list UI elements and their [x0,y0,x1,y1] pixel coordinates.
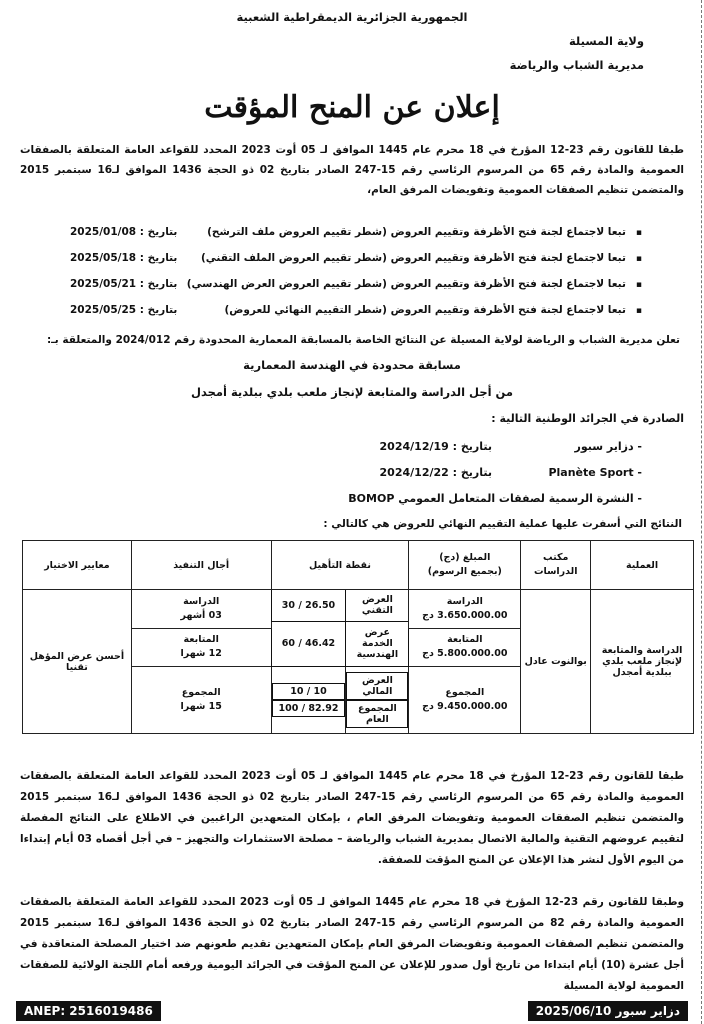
score-label-cell: عرض الخدمة الهندسية [346,621,409,667]
directorate-name: مديرية الشباب والرياضة [509,58,644,72]
meeting-item [70,226,642,248]
score-value-cell: 46.42 / 60 [271,621,346,667]
score-value-cell: 26.50 / 30 [271,590,346,622]
subject-line-1: مسابقة محدودة في الهندسة المعمارية [243,358,461,372]
newspaper-date: بتاريخ : 2024/12/19 [379,440,492,453]
amount-label: المتابعة [447,634,483,646]
amount-cell [409,590,521,629]
results-label: النتائج التي أسفرت عليها عملية التقييم النهائي للعروض هي كالتالي : [323,518,682,530]
deadline-value: 12 شهرا [180,648,222,660]
office-cell: بوالنوت عادل [521,590,591,734]
newspaper-name: - دزاير سبور [574,440,642,453]
amount-value: 5.800.000.00 دج [422,648,508,660]
amount-cell [409,628,521,667]
table-row [23,590,694,622]
score-value-total: 82.92 / 100 [272,700,346,717]
header-office-l2: الدراسات [533,566,578,577]
intro-paragraph: طبقا للقانون رقم 23-12 المؤرخ في 18 محرم عام 1445 الموافق لـ 05 أوت 2023 المحدد للقواعد العامة المتعلقة بالصفقات العمومية والمادة رقم 65 من المرسوم الرئاسي رقم 15-247 الصادر بتاريخ 02 ذو الحجة 1436 الموافق لـ16 سبتمبر 2015 والمتضمن تنظيم الصفقات العمومية وتفويضات المرفق العام، [20,144,685,196]
anep-reference: ANEP: 2516019486 [16,1001,161,1021]
header-office-l1: مكتب [543,552,569,563]
subject-line-2: من أجل الدراسة والمتابعة لإنجاز ملعب بلدي ببلدية أمجدل [190,385,514,399]
score-label-cell: العرض التقني [346,590,409,622]
republic-header: الجمهورية الجزائرية الديمقراطية الشعبية [236,10,468,24]
newspaper-name: - النشرة الرسمية لصفقات المتعامل العمومي BOMOP [348,492,642,505]
score-value-financial: 10 / 10 [272,683,346,700]
amount-label: الدراسة [446,595,483,607]
meeting-item [70,252,642,274]
amount-cell [409,667,521,734]
header-criteria: معايير الاختيار [23,541,132,590]
meeting-text: ▪ تبعا لاجتماع لجنة فتح الأظرفة وتقييم العروض (شطر التقييم النهائي للعروض) [224,304,642,316]
newspaper-item [282,466,642,488]
meeting-date: بتاريخ : 2025/01/08 [70,226,178,238]
published-label: الصادرة في الجرائد الوطنية التالية : [491,412,684,425]
meeting-date: بتاريخ : 2025/05/18 [70,252,178,264]
header-amount [409,541,521,590]
table-header-row [23,541,694,590]
amount-value: 9.450.000.00 دج [422,701,508,713]
header-amount-l1: المبلغ (دج) [439,552,491,563]
newspaper-name: Planète Sport - [548,466,642,479]
meeting-date: بتاريخ : 2025/05/25 [70,304,178,316]
amount-label: المجموع [445,687,485,699]
meeting-text: ▪ تبعا لاجتماع لجنة فتح الأظرفة وتقييم العروض (شطر تقييم العروض الملف التقني) [201,252,642,264]
deadline-label: المتابعة [183,634,219,646]
meeting-text: ▪ تبعا لاجتماع لجنة فتح الأظرفة وتقييم العروض (شطر تقييم العروض ملف الترشح) [207,226,642,238]
deadline-label: الدراسة [183,595,220,607]
score-label-total: المجموع العام [346,700,408,728]
deadline-cell [131,667,271,734]
operation-cell: الدراسة والمتابعة لإنجاز ملعب بلدي ببلدية أمجدل [591,590,694,734]
closing-paragraph-2: وطبقا للقانون رقم 23-12 المؤرخ في 18 محرم عام 1445 الموافق لـ 05 أوت 2023 المحدد للقواعد العامة المتعلقة بالصفقات العمومية والمادة رقم 82 من المرسوم الرئاسي رقم 15-247 الصادر بتاريخ 02 ذو الحجة 1436 الموافق لـ16 سبتمبر 2015 والمتضمن تنظيم الصفقات العمومية وتفويضات المرفق العام بإمكان المتعهدين تقديم طعونهم ضد اختيار المصلحة المتعاقدة في أجل عشرة (10) أيام ابتداءا من تاريخ أول صدور للإعلان عن المنح المؤقت في الجرائد اليومية ورفعه أمام اللجنة الولائية للصفقات العمومية لولاية المسيلة [20,896,685,992]
newspaper-date: بتاريخ : 2024/12/22 [379,466,492,479]
closing-paragraph-1: طبقا للقانون رقم 23-12 المؤرخ في 18 محرم عام 1445 الموافق لـ 05 أوت 2023 المحدد للقواعد العامة المتعلقة بالصفقات العمومية والمادة رقم 65 من المرسوم الرئاسي رقم 15-247 الصادر بتاريخ 02 ذو الحجة 1436 الموافق لـ16 سبتمبر 2015 والمتضمن تنظيم الصفقات العمومية وتفويضات المرفق العام ، بإمكان المتعهدين الراغبين في الاطلاع على النتائج المفصلة لتقييم عروضهم التقنية والمالية الاتصال بمديرية الشباب والرياضة – مصلحة الاستثمارات والتجهيز – في أجل أقصاه 03 أيام إبتداءا من اليوم الأول لنشر هذا الإعلان عن المنح المؤقت للصفقة. [20,770,685,866]
deadline-cell [131,628,271,667]
deadline-value: 03 أشهر [180,609,222,621]
meeting-item [70,278,642,300]
meeting-date: بتاريخ : 2025/05/21 [70,278,178,290]
results-table [22,540,694,734]
score-total-value-cell [271,667,346,734]
wilaya-name: ولاية المسيلة [568,34,644,48]
newspaper-item [282,440,642,462]
meeting-item [70,304,642,326]
header-score: نقطة التأهيل [271,541,409,590]
meeting-text: ▪ تبعا لاجتماع لجنة فتح الأظرفة وتقييم العروض (شطر تقييم العروض العرض الهندسي) [187,278,642,290]
page-title: إعلان عن المنح المؤقت [204,90,500,125]
deadline-cell [131,590,271,629]
deadline-value: 15 شهرا [180,701,222,713]
header-operation: العملية [591,541,694,590]
header-amount-l2: (بجميع الرسوم) [427,566,502,577]
score-label-financial: العرض المالي [346,672,408,700]
newspaper-item [282,492,642,514]
header-deadline: أجال التنفيذ [131,541,271,590]
announce-text: تعلن مديرية الشباب و الرياضة لولاية المسيلة عن النتائج الخاصة بالمسابقة المعمارية المحدودة رقم 2024/012 والمتعلقة بـ: [46,334,680,346]
amount-value: 3.650.000.00 دج [422,609,508,621]
header-office [521,541,591,590]
score-total-cell [346,667,409,734]
page-edge-divider [701,0,702,1024]
criteria-cell: أحسن عرض المؤهل تقنيا [23,590,132,734]
newspaper-footer: دزاير سبور 2025/06/10 [528,1001,688,1021]
deadline-label: المجموع [181,687,221,699]
